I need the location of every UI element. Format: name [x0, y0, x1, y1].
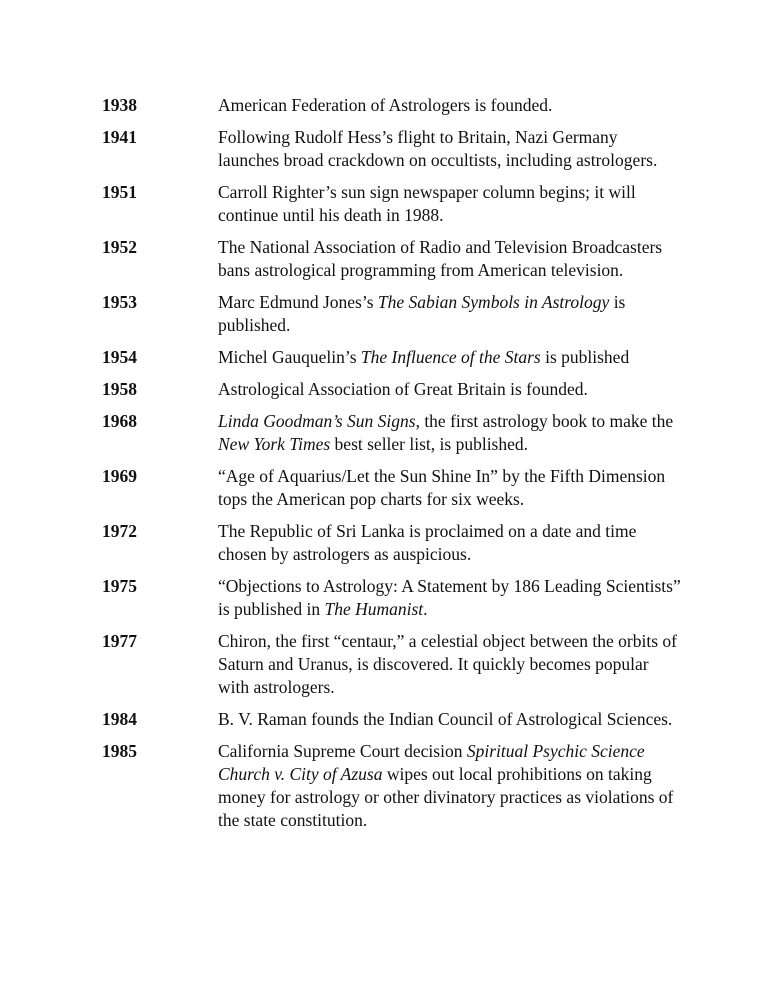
timeline-year: 1953 [102, 292, 137, 312]
timeline-year: 1968 [102, 411, 137, 431]
timeline-year: 1941 [102, 127, 137, 147]
description-text: B. V. Raman founds the Indian Council of Astrological Sciences. [218, 709, 673, 729]
timeline-entry [102, 346, 682, 369]
timeline-description [218, 410, 682, 456]
timeline-description [218, 740, 682, 832]
timeline-description [218, 346, 682, 369]
timeline-entry [102, 630, 682, 699]
description-text: Astrological Association of Great Britain is founded. [218, 379, 588, 399]
timeline-description [218, 575, 682, 621]
description-text: “Age of Aquarius/Let the Sun Shine In” by the Fifth Dimension tops the American pop charts for six weeks. [218, 466, 666, 509]
timeline-entry [102, 410, 682, 456]
timeline-year: 1958 [102, 379, 137, 399]
description-text: Following Rudolf Hess’s flight to Britain, Nazi Germany launches broad crackdown on occultists, including astrologers. [218, 127, 658, 170]
description-text: “Objections to Astrology: A Statement by 186 Leading Scientists” is published in [218, 576, 681, 619]
italic-title: Linda Goodman’s Sun Signs [218, 411, 416, 431]
timeline-entry [102, 181, 682, 227]
timeline-entry [102, 126, 682, 172]
description-text: Chiron, the first “centaur,” a celestial object between the orbits of Saturn and Uranus, is discovered. It quickly becomes popular with astrologers. [218, 631, 677, 697]
timeline-entry [102, 708, 682, 731]
description-text: Carroll Righter’s sun sign newspaper column begins; it will continue until his death in 1988. [218, 182, 636, 225]
description-text: California Supreme Court decision [218, 741, 467, 761]
timeline-list [102, 94, 682, 841]
timeline-year: 1954 [102, 347, 137, 367]
description-text: Michel Gauquelin’s [218, 347, 361, 367]
description-text: wipes out local prohibitions on taking money for astrology or other divinatory practices as violations of the state constitution. [218, 764, 674, 830]
timeline-year: 1952 [102, 237, 137, 257]
italic-title: The Sabian Symbols in Astrology [377, 292, 610, 312]
timeline-entry [102, 291, 682, 337]
italic-title: Spiritual Psychic Science Church v. City of Azusa [218, 741, 645, 784]
timeline-description [218, 465, 682, 511]
description-text: , the first astrology book to make the [415, 411, 674, 431]
timeline-entry [102, 465, 682, 511]
timeline-entry [102, 378, 682, 401]
italic-title: The Influence of the Stars [360, 347, 541, 367]
timeline-description [218, 236, 682, 282]
timeline-description [218, 520, 682, 566]
timeline-year: 1975 [102, 576, 137, 596]
description-text: is published [540, 347, 630, 367]
timeline-year: 1984 [102, 709, 137, 729]
italic-title: New York Times [218, 434, 331, 454]
italic-title: The Humanist [324, 599, 424, 619]
timeline-description [218, 126, 682, 172]
description-text: best seller list, is published. [330, 434, 529, 454]
timeline-year: 1938 [102, 95, 137, 115]
timeline-entry [102, 575, 682, 621]
timeline-description [218, 291, 682, 337]
timeline-year: 1977 [102, 631, 137, 651]
timeline-entry [102, 236, 682, 282]
description-text: is published. [218, 292, 626, 335]
timeline-entry [102, 740, 682, 832]
timeline-description [218, 630, 682, 699]
timeline-entry [102, 94, 682, 117]
timeline-year: 1985 [102, 741, 137, 761]
timeline-description [218, 378, 682, 401]
timeline-entry [102, 520, 682, 566]
timeline-year: 1951 [102, 182, 137, 202]
description-text: American Federation of Astrologers is founded. [218, 95, 553, 115]
timeline-description [218, 181, 682, 227]
description-text: Marc Edmund Jones’s [218, 292, 378, 312]
timeline-year: 1972 [102, 521, 137, 541]
description-text: The National Association of Radio and Television Broadcasters bans astrological programming from American television. [218, 237, 663, 280]
timeline-description [218, 708, 682, 731]
description-text: The Republic of Sri Lanka is proclaimed on a date and time chosen by astrologers as auspicious. [218, 521, 637, 564]
description-text: . [423, 599, 428, 619]
timeline-year: 1969 [102, 466, 137, 486]
timeline-description [218, 94, 682, 117]
